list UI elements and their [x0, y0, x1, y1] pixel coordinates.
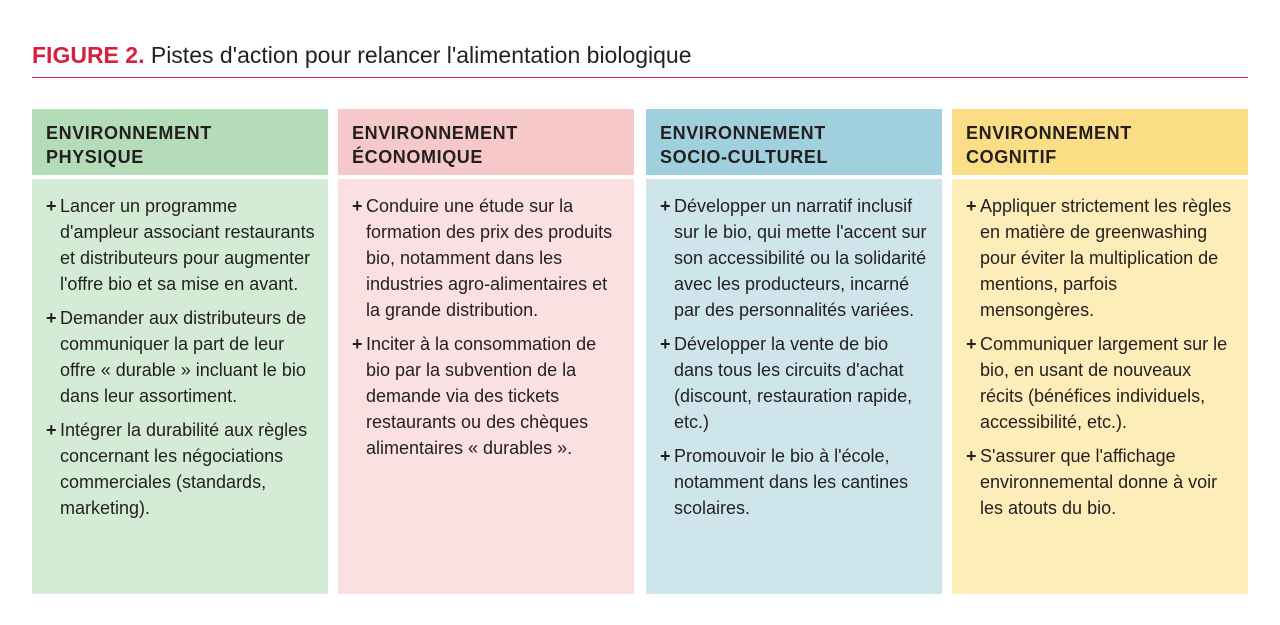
column-heading-line2: ÉCONOMIQUE	[352, 147, 484, 167]
column-body	[338, 179, 634, 594]
column-heading-line2: PHYSIQUE	[46, 147, 144, 167]
action-item-text: Développer la vente de bio dans tous les circuits d'achat (discount, restauration rapide, etc.)	[674, 334, 913, 432]
action-item-text: Appliquer strictement les règles en matière de greenwashing pour éviter la multiplication de mentions, parfois mensongères.	[980, 196, 1232, 320]
plus-bullet-icon: +	[966, 196, 977, 216]
action-item	[46, 417, 316, 521]
action-item-text: Demander aux distributeurs de communiquer la part de leur offre « durable » incluant le bio dans leur assortiment.	[60, 308, 307, 406]
action-item	[966, 193, 1236, 323]
column-heading-line1: ENVIRONNEMENT	[660, 123, 826, 143]
plus-bullet-icon: +	[966, 334, 977, 354]
action-item	[352, 331, 622, 461]
action-item-text: Inciter à la consommation de bio par la subvention de la demande via des tickets restaurants ou des chèques alimentaires « durables ».	[366, 334, 597, 458]
column-heading-line1: ENVIRONNEMENT	[46, 123, 212, 143]
action-item-text: Intégrer la durabilité aux règles concernant les négociations commerciales (standards, marketing).	[60, 420, 308, 518]
plus-bullet-icon: +	[352, 196, 363, 216]
plus-bullet-icon: +	[660, 446, 671, 466]
plus-bullet-icon: +	[352, 334, 363, 354]
figure-title-bar	[32, 40, 1248, 78]
action-item	[660, 331, 930, 435]
column-heading	[646, 109, 942, 175]
column-environnement-socio-culturel	[646, 109, 942, 594]
action-item	[660, 193, 930, 323]
column-heading	[952, 109, 1248, 175]
action-item	[46, 305, 316, 409]
plus-bullet-icon: +	[46, 420, 57, 440]
column-environnement-economique	[338, 109, 634, 594]
plus-bullet-icon: +	[46, 196, 57, 216]
action-item-text: Développer un narratif inclusif sur le bio, qui mette l'accent sur son accessibilité ou la solidarité avec les producteurs, incarné par des personnalités variées.	[674, 196, 927, 320]
column-environnement-physique	[32, 109, 328, 594]
column-heading-line1: ENVIRONNEMENT	[966, 123, 1132, 143]
action-item	[966, 331, 1236, 435]
action-item-text: Communiquer largement sur le bio, en usant de nouveaux récits (bénéfices individuels, accessibilité, etc.).	[980, 334, 1228, 432]
action-item-text: Lancer un programme d'ampleur associant restaurants et distributeurs pour augmenter l'offre bio et sa mise en avant.	[60, 196, 315, 294]
action-item-text: Conduire une étude sur la formation des prix des produits bio, notamment dans les industries agro-alimentaires et la grande distribution.	[366, 196, 613, 320]
column-heading-line1: ENVIRONNEMENT	[352, 123, 518, 143]
column-heading-line2: SOCIO-CULTUREL	[660, 147, 829, 167]
column-body	[32, 179, 328, 594]
action-columns	[32, 109, 1248, 594]
plus-bullet-icon: +	[660, 334, 671, 354]
figure-label: FIGURE 2.	[32, 42, 145, 68]
action-item-text: S'assurer que l'affichage environnemental donne à voir les atouts du bio.	[980, 446, 1218, 518]
column-heading-line2: COGNITIF	[966, 147, 1057, 167]
column-body	[952, 179, 1248, 594]
column-heading	[32, 109, 328, 175]
column-heading	[338, 109, 634, 175]
action-item	[46, 193, 316, 297]
action-item	[352, 193, 622, 323]
column-environnement-cognitif	[952, 109, 1248, 594]
action-item-text: Promouvoir le bio à l'école, notamment dans les cantines scolaires.	[674, 446, 909, 518]
action-item	[660, 443, 930, 521]
plus-bullet-icon: +	[46, 308, 57, 328]
figure-title: Pistes d'action pour relancer l'alimentation biologique	[150, 42, 692, 68]
plus-bullet-icon: +	[966, 446, 977, 466]
plus-bullet-icon: +	[660, 196, 671, 216]
action-item	[966, 443, 1236, 521]
column-body	[646, 179, 942, 594]
